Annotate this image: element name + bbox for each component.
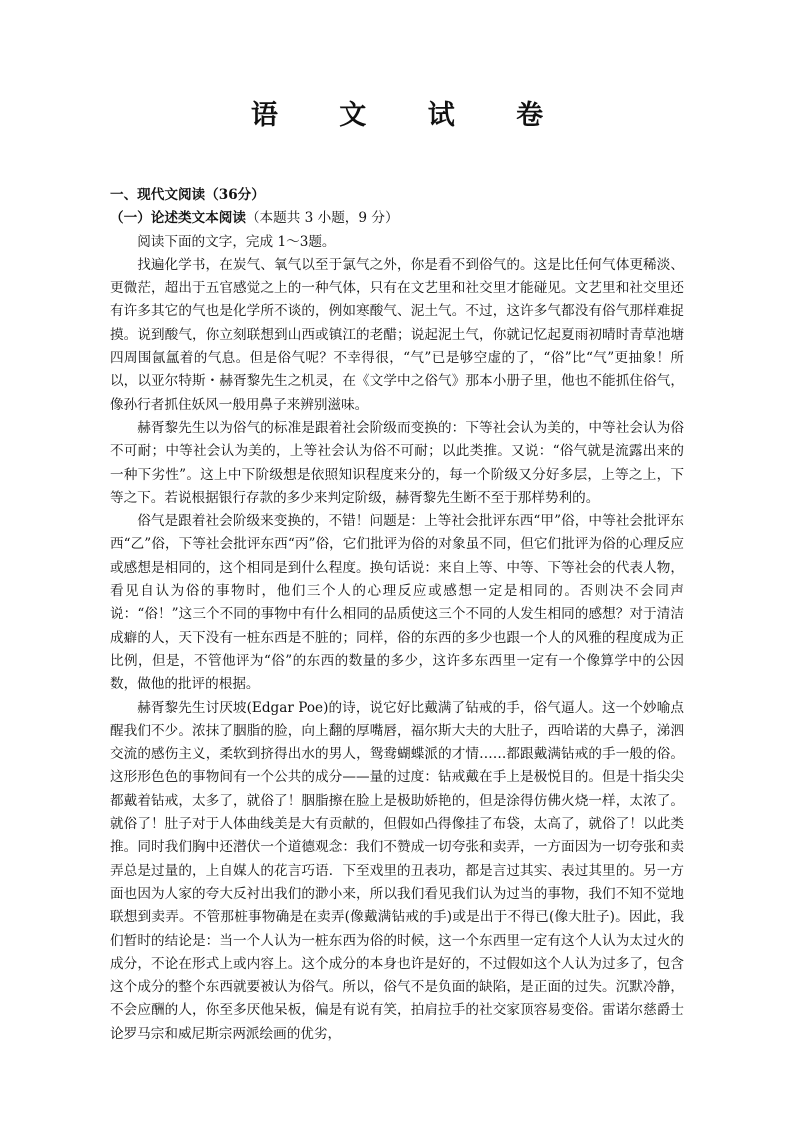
paragraph-1: 找遍化学书，在炭气、氧气以至于氯气之外，你是看不到俗气的。这是比任何气体更稀淡、更微茫，超出于五官感觉之上的一种气体，只有在文艺里和社交里才能碰见。文艺里和社交里还有许多其它的气也是化学所不谈的，例如寒酸气、泥土气。不过，这许多气都没有俗气那样难捉摸。说到酸气，你立刻联想到山西或镇江的老醋；说起泥土气，你就记忆起夏雨初晴时青草池塘四周围氤氲着的气息。但是俗气呢？不幸得很，“气”已是够空虚的了，“俗”比“气”更抽象！所以，以亚尔特斯・赫胥黎先生之机灵，在《文学中之俗气》那本小册子里，他也不能抓住俗气，像孙行者抓住妖风一般用鼻子来辨别滋味。: [110, 256, 684, 413]
exam-content: [110, 184, 684, 1046]
paragraph-3: 俗气是跟着社会阶级来变换的，不错！问题是：上等社会批评东西“甲”俗，中等社会批评东西“乙”俗，下等社会批评东西“丙”俗，它们批评为俗的对象虽不同，但它们批评为俗的心理反应或感想是相同的，这个相同是到什么程度。换句话说：来自上等、中等、下等社会的代表人物，看见自认为俗的事物时，他们三个人的心理反应或感想一定是相同的。否则决不会同声说：“俗！”这三个不同的事物中有什么相同的品质使这三个不同的人发生相同的感想？对于清洁成癖的人，天下没有一桩东西是不脏的；同样，俗的东西的多少也跟一个人的风雅的程度成为正比例，但是，不管他评为“俗”的东西的数量的多少，这许多东西里一定有一个像算学中的公因数，做他的批评的根据。: [110, 513, 684, 693]
subsection-note: （本题共 3 小题，9 分）: [245, 210, 399, 227]
subsection-heading-line: [110, 207, 684, 230]
section-heading: 一、现代文阅读（36分）: [110, 187, 265, 203]
reading-instruction: 阅读下面的文字，完成 1～3题。: [137, 233, 336, 250]
paragraph-2: 赫胥黎先生以为俗气的标准是跟着社会阶级而变换的：下等社会认为美的，中等社会认为俗不可耐；中等社会认为美的，上等社会认为俗不可耐；以此类推。又说：“俗气就是流露出来的一种下劣性”。这上中下阶级想是依照知识程度来分的，每一个阶级又分好多层，上等之上，下等之下。若说根据银行存款的多少来判定阶级，赫胥黎先生断不至于那样势利的。: [110, 419, 684, 506]
paragraph-4: 赫胥黎先生讨厌坡(Edgar Poe)的诗，说它好比戴满了钻戒的手，俗气逼人。这一个妙喻点醒我们不少。浓抹了胭脂的脸，向上翻的厚嘴唇，福尔斯大夫的大肚子，西哈诺的大鼻子，涕泗交流的感伤主义，柔软到挤得出水的男人，鸳鸯蝴蝶派的才情……都跟戴满钻戒的手一般的俗。这形形色色的事物间有一个公共的成分——量的过度：钻戒戴在手上是极悦目的。但是十指尖尖都戴着钻戒，太多了，就俗了！胭脂擦在脸上是极助娇艳的，但是涂得仿佛火烧一样，太浓了。就俗了！肚子对于人体曲线美是大有贡献的，但假如凸得像挂了布袋，太高了，就俗了！以此类推。同时我们胸中还潜伏一个道德观念：我们不赞成一切夸张和卖弄，一方面因为一切夸张和卖弄总是过量的，上自媒人的花言巧语．下至戏里的丑表功，都是言过其实、表过其里的。另一方面也因为人家的夸大反衬出我们的渺小来，所以我们看见我们认为过当的事物，我们不知不觉地联想到卖弄。不管那桩事物确是在卖弄(像戴满钻戒的手)或是出于不得已(像大肚子)。因此，我们暂时的结论是：当一个人认为一桩东西为俗的时候，这一个东西里一定有这个人认为太过火的成分，不论在形式上或内容上。这个成分的本身也许是好的，不过假如这个人认为过多了，包含这个成分的整个东西就要被认为俗气。所以，俗气不是负面的缺陷，是正面的过失。沉默冷静，不会应酬的人，你至多厌他呆板，偏是有说有笑，拍肩拉手的社交家顶容易变俗。雷诺尔慈爵士论罗马宗和威尼斯宗两派绘画的优劣，: [110, 699, 684, 1042]
subsection-heading: （一）论述类文本阅读: [110, 210, 246, 227]
exam-title: 语 文 试 卷: [250, 100, 570, 131]
